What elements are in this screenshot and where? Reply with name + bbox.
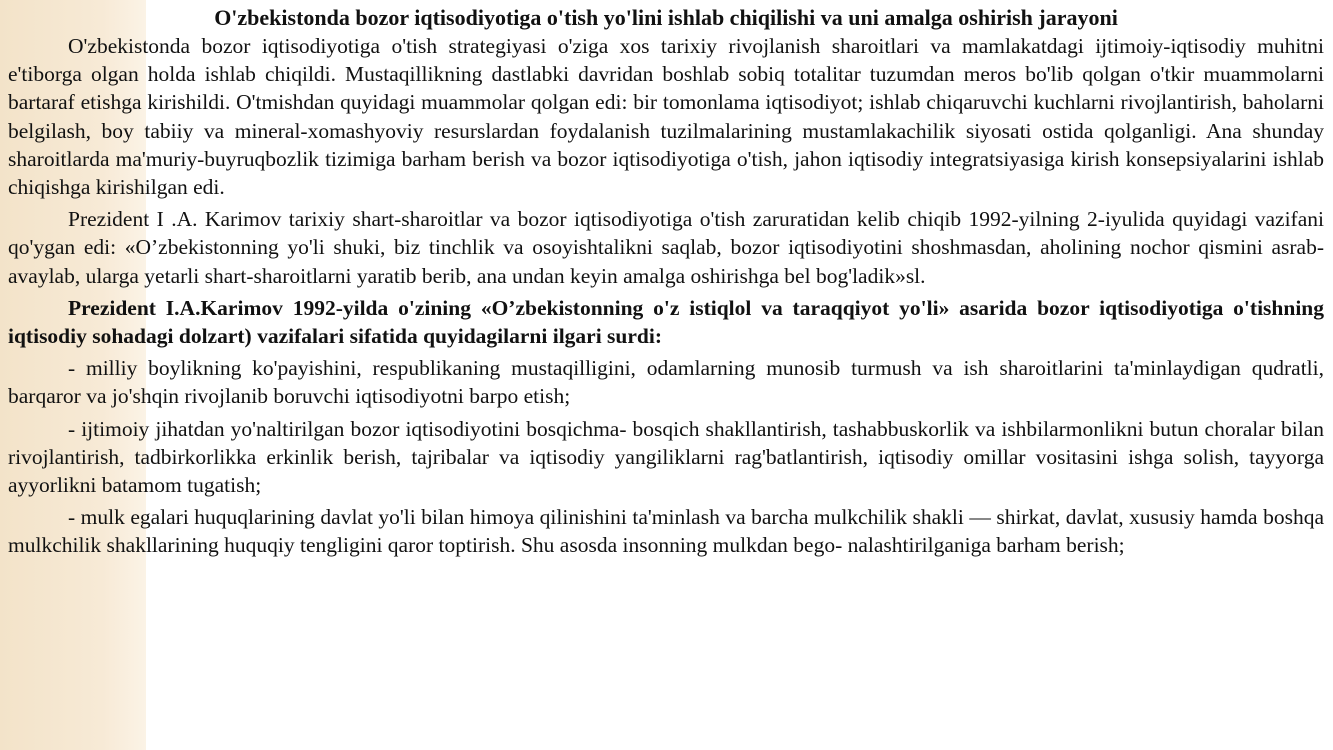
list-item-economy: - milliy boylikning ko'payishini, respublikaning mustaqilligini, odamlarning munosib turmush va ish sharoitlarini ta'minlaydigan qudratli, barqaror va jo'shqin rivojlanib boruvchi iqtisodiyotni barpo etish; <box>8 356 1324 409</box>
paragraph-strategy-intro: O'zbekistonda bozor iqtisodiyotiga o'tish strategiyasi o'ziga xos tarixiy rivojlanish sharoitlari va mamlakatdagi ijtimoiy-iqtisodiy muhitni e'tiborga olgan holda ishlab chiqildi. Mustaqillikning dastlabki davridan boshlab sobiq totalitar tuzumdan meros bo'lib qolgan o'tkir muammolarni bartaraf etishga kirishildi. O'tmishdan quyidagi muammolar qolgan edi: bir tomonlama iqtisodiyot; ishlab chiqaruvchi kuchlarni rivojlantirish, baholarni belgilash, boy tabiiy va mineral-xomashyoviy resurslardan foydalanish tuzilmalarining mustamlakachilik siyosati ostida qolganligi. Ana shunday sharoitlarda ma'muriy-buyruqbozlik tizimiga barham berish va bozor iqtisodiyotiga o'tish, jahon iqtisodiy integratsiyasiga kirish konsepsiyalarini ishlab chiqishga kirishilgan edi. <box>8 34 1324 200</box>
document-title: O'zbekistonda bozor iqtisodiyotiga o'tish yo'lini ishlab chiqilishi va uni amalga oshirish jarayoni <box>214 5 1118 30</box>
list-item-market-economy: - ijtimoiy jihatdan yo'naltirilgan bozor iqtisodiyotini bosqichma- bosqich shakllantirish, tashabbuskorlik va ishbilarmonlikni butun choralar bilan rivojlantirish, tadbirkorlikka erkinlik berish, tajribalar va iqtisodiy yangiliklarni rag'batlantirish, iqtisodiy omillar vositasini ishga solish, tayyorga ayyorlikni batamom tugatish; <box>8 416 1324 498</box>
paragraph-president-quote: Prezident I .A. Karimov tarixiy shart-sharoitlar va bozor iqtisodiyotiga o'tish zaruratidan kelib chiqib 1992-yilning 2-iyulida quyidagi vazifani qo'ygan edi: «O’zbekistonning yo'li shuki, biz tinchlik va osoyishtalikni saqlab, bozor iqtisodiyotini shoshmasdan, aholining nochor qismini asrab-avaylab, ularga yetarli shart-sharoitlarni yaratib berib, ana undan keyin amalga oshirishga bel bog'ladik»sl. <box>8 207 1324 288</box>
document-page <box>8 3 1324 564</box>
paragraph-tasks-heading: Prezident I.A.Karimov 1992-yilda o'zining «O’zbekistonning o'z istiqlol va taraqqiyot yo'li» asarida bozor iqtisodiyotiga o'tishning iqtisodiy sohadagi dolzart) vazifalari sifatida quyidagilarni ilgari surdi: <box>8 295 1324 349</box>
list-item-property-rights: - mulk egalari huquqlarining davlat yo'li bilan himoya qilinishini ta'minlash va barcha mulkchilik shakli — shirkat, davlat, xususiy hamda boshqa mulkchilik shakllarining huquqiy tengligini qaror toptirish. Shu asosda insonning mulkdan bego- nalashtirilganiga barham berish; <box>8 505 1324 558</box>
